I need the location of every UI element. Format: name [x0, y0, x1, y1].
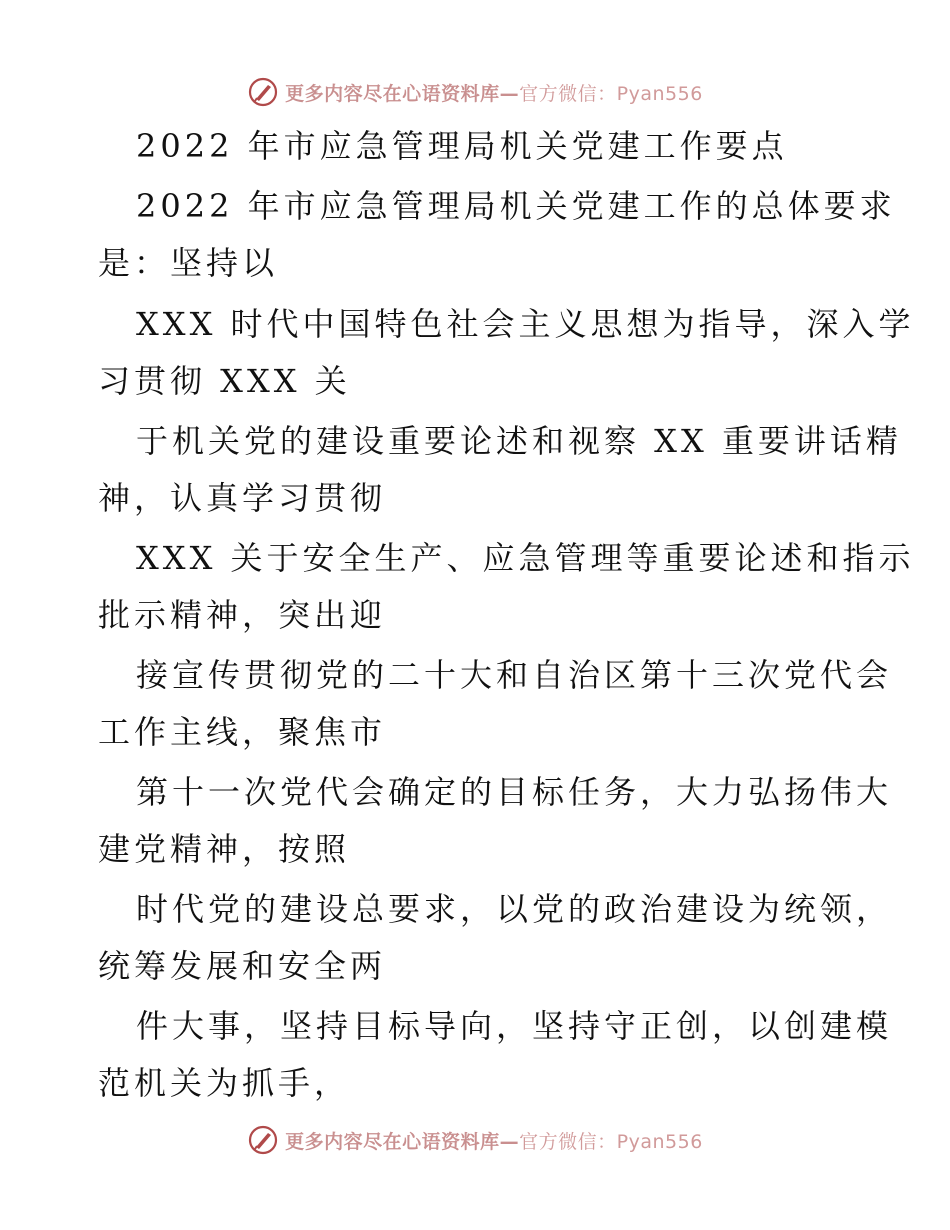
- quill-logo-icon: [247, 1124, 279, 1156]
- paragraph-line: 时代党的建设总要求，以党的政治建设为统领，: [136, 890, 893, 928]
- watermark-contact: 官方微信：Pyan556: [519, 1130, 703, 1153]
- paragraph-line: XXX 时代中国特色社会主义思想为指导，深入学: [136, 305, 915, 343]
- paragraph-line: 神，认真学习贯彻: [98, 479, 387, 517]
- paragraph-line: 于机关党的建设重要论述和视察 XX 重要讲话精: [136, 422, 902, 460]
- paragraph-line: 范机关为抓手，: [98, 1064, 351, 1102]
- quill-logo-icon: [247, 76, 279, 108]
- paragraph-line: XXX 关于安全生产、应急管理等重要论述和指示: [136, 539, 915, 577]
- document-title: 2022 年市应急管理局机关党建工作要点: [136, 127, 788, 165]
- footer-watermark: [0, 1120, 950, 1160]
- watermark-text: 更多内容尽在心语资料库—官方微信：Pyan556: [285, 1130, 703, 1153]
- paragraph-line: 是：坚持以: [98, 244, 279, 282]
- paragraph-line: 2022 年市应急管理局机关党建工作的总体要求: [136, 187, 896, 225]
- watermark-text: 更多内容尽在心语资料库—官方微信：Pyan556: [285, 82, 703, 105]
- header-watermark: [0, 72, 950, 112]
- paragraph-line: 第十一次党代会确定的目标任务，大力弘扬伟大: [136, 773, 893, 811]
- paragraph-line: 接宣传贯彻党的二十大和自治区第十三次党代会: [136, 656, 893, 694]
- watermark-contact: 官方微信：Pyan556: [519, 82, 703, 105]
- paragraph-line: 统筹发展和安全两: [98, 947, 387, 985]
- paragraph-line: 件大事，坚持目标导向，坚持守正创，以创建模: [136, 1007, 893, 1045]
- paragraph-line: 工作主线，聚焦市: [98, 713, 387, 751]
- paragraph-line: 批示精神，突出迎: [98, 596, 387, 634]
- paragraph-line: 建党精神，按照: [98, 830, 351, 868]
- paragraph-line: 习贯彻 XXX 关: [98, 362, 351, 400]
